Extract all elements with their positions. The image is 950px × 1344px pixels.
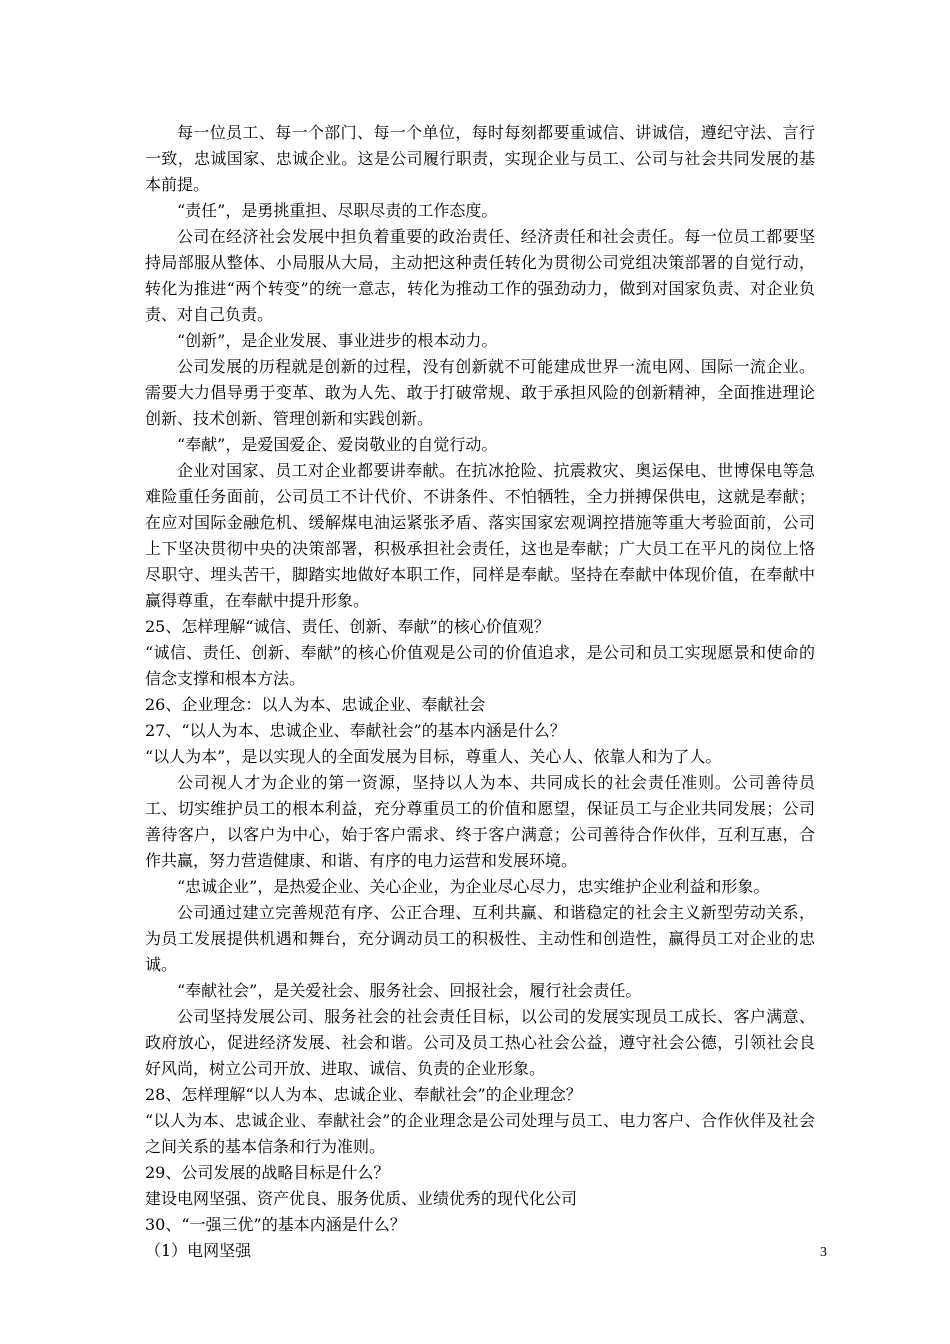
paragraph: “奉献社会”，是关爱社会、服务社会、回报社会，履行社会责任。 <box>177 981 642 1000</box>
paragraph: 28、怎样理解“以人为本、忠诚企业、奉献社会”的企业理念？ <box>145 1085 582 1104</box>
paragraph: “奉献”，是爱国爱企、爱岗敬业的自觉行动。 <box>177 435 498 454</box>
paragraph: 公司视人才为企业的第一资源，坚持以人为本、共同成长的社会责任准则。公司善待员工、切实维护员工的根本利益，充分尊重员工的价值和愿望，保证员工与企业共同发展；公司善待客户，以客户为中心，始于客户需求、终于客户满意；公司善待合作伙伴，互利互惠，合作共赢，努力营造健康、和谐、有序的电力运营和发展环境。 <box>145 773 815 870</box>
paragraph: 企业对国家、员工对企业都要讲奉献。在抗冰抢险、抗震救灾、奥运保电、世博保电等急难险重任务面前，公司员工不计代价、不讲条件、不怕牺牲，全力拼搏保供电，这就是奉献；在应对国际金融危机、缓解煤电油运紧张矛盾、落实国家宏观调控措施等重大考验面前，公司上下坚决贯彻中央的决策部署，积极承担社会责任，这也是奉献；广大员工在平凡的岗位上恪尽职守、埋头苦干，脚踏实地做好本职工作，同样是奉献。坚持在奉献中体现价值，在奉献中赢得尊重，在奉献中提升形象。 <box>145 461 815 610</box>
paragraph: “以人为本、忠诚企业、奉献社会”的企业理念是公司处理与员工、电力客户、合作伙伴及社会之间关系的基本信条和行为准则。 <box>145 1111 815 1156</box>
paragraph: “以人为本”，是以实现人的全面发展为目标，尊重人、关心人、依靠人和为了人。 <box>145 747 722 766</box>
paragraph: 公司在经济社会发展中担负着重要的政治责任、经济责任和社会责任。每一位员工都要坚持局部服从整体、小局服从大局，主动把这种责任转化为贯彻公司党组决策部署的自觉行动，转化为推进“两个转变”的统一意志，转化为推动工作的强劲动力，做到对国家负责、对企业负责、对自己负责。 <box>145 227 815 324</box>
paragraph: “诚信、责任、创新、奉献”的核心价值观是公司的价值追求，是公司和员工实现愿景和使命的信念支撑和根本方法。 <box>145 643 815 688</box>
paragraph: “责任”，是勇挑重担、尽职尽责的工作态度。 <box>177 201 498 220</box>
document-body <box>145 120 815 1264</box>
paragraph: “创新”，是企业发展、事业进步的根本动力。 <box>177 331 498 350</box>
paragraph: 公司通过建立完善规范有序、公正合理、互利共赢、和谐稳定的社会主义新型劳动关系，为员工发展提供机遇和舞台，充分调动员工的积极性、主动性和创造性，赢得员工对企业的忠诚。 <box>145 903 815 974</box>
paragraph: 公司坚持发展公司、服务社会的社会责任目标，以公司的发展实现员工成长、客户满意、政府放心，促进经济发展、社会和谐。公司及员工热心社会公益，遵守社会公德，引领社会良好风尚，树立公司开放、进取、诚信、负责的企业形象。 <box>145 1007 815 1078</box>
paragraph: “忠诚企业”，是热爱企业、关心企业，为企业尽心尽力，忠实维护企业利益和形象。 <box>177 877 770 896</box>
paragraph: 26、企业理念：以人为本、忠诚企业、奉献社会 <box>145 695 486 714</box>
paragraph: 公司发展的历程就是创新的过程，没有创新就不可能建成世界一流电网、国际一流企业。需要大力倡导勇于变革、敢为人先、敢于打破常规、敢于承担风险的创新精神，全面推进理论创新、技术创新、管理创新和实践创新。 <box>145 357 815 428</box>
paragraph: 建设电网坚强、资产优良、服务优质、业绩优秀的现代化公司 <box>145 1189 578 1208</box>
paragraph: （1）电网坚强 <box>145 1241 252 1260</box>
paragraph: 30、“一强三优”的基本内涵是什么？ <box>145 1215 406 1234</box>
paragraph: 25、怎样理解“诚信、责任、创新、奉献”的核心价值观？ <box>145 617 550 636</box>
page-number: 3 <box>820 1245 827 1260</box>
paragraph: 29、公司发展的战略目标是什么？ <box>145 1163 390 1182</box>
paragraph: 27、“以人为本、忠诚企业、奉献社会”的基本内涵是什么？ <box>145 721 566 740</box>
paragraph: 每一位员工、每一个部门、每一个单位，每时每刻都要重诚信、讲诚信，遵纪守法、言行一致，忠诚国家、忠诚企业。这是公司履行职责，实现企业与员工、公司与社会共同发展的基本前提。 <box>145 123 815 194</box>
